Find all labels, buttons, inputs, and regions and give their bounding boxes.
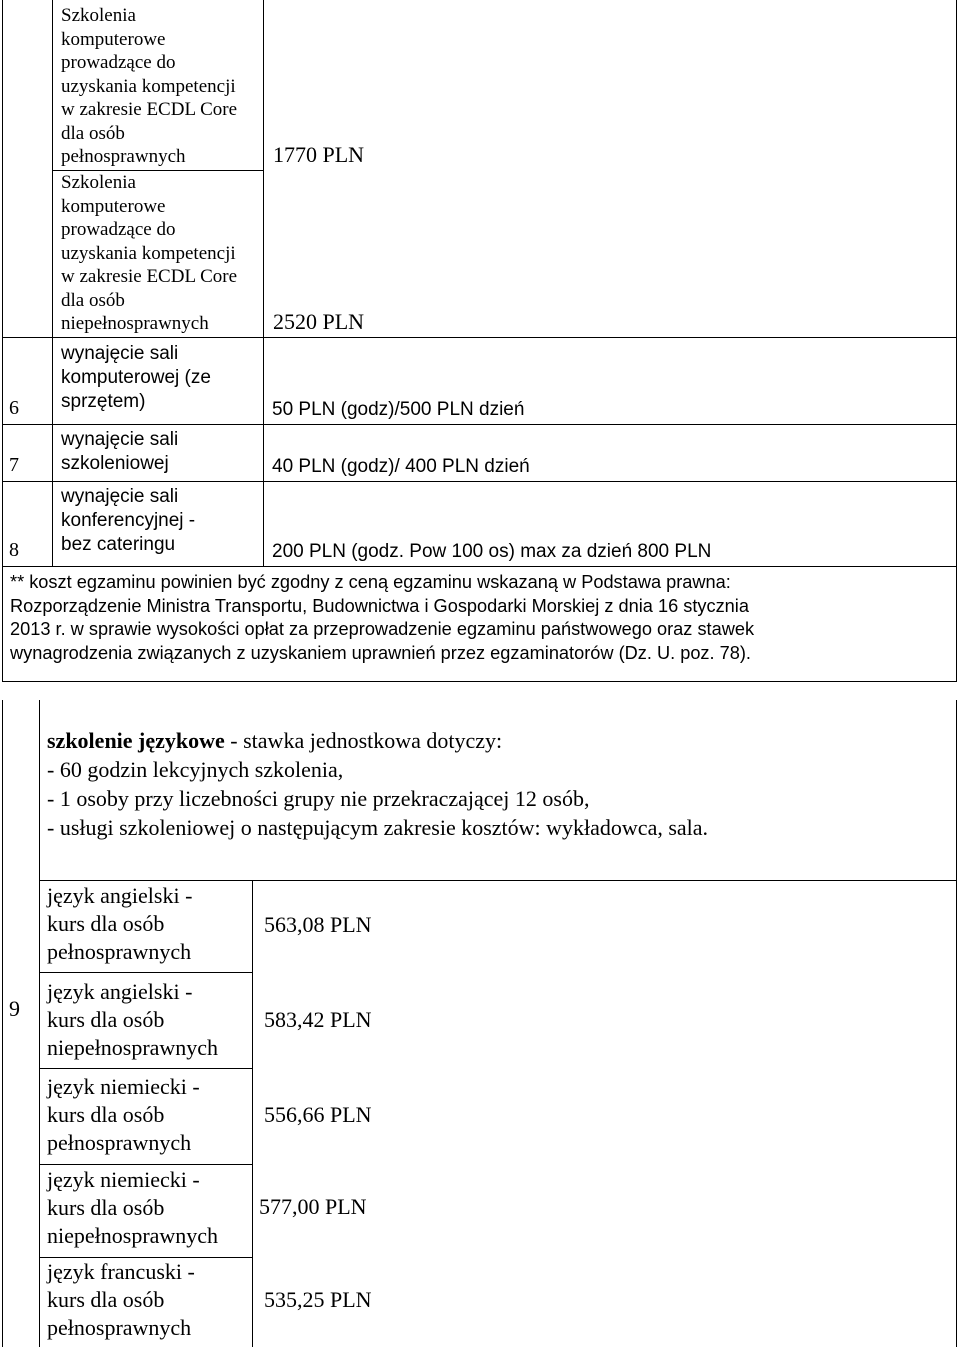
language-item-label: język francuski - kurs dla osób pełnosprawnych <box>47 1259 195 1340</box>
language-item-label: język angielski - kurs dla osób niepełnosprawnych <box>47 979 219 1060</box>
row-price-ecdl-full: 1770 PLN <box>273 142 365 167</box>
exam-cost-note: ** koszt egzaminu powinien być zgodny z ceną egzaminu wskazaną w Podstawa prawna: Rozporządzenie Ministra Transportu, Budownictwa i Gospodarki Morskiej z dnia 16 stycznia 2013 r. w sprawie wysokości opłat za przeprowadzenie egzaminu państwowego oraz stawek wynagrodzenia związanych z uzyskaniem uprawnień przez egzaminatorów (Dz. U. poz. 78). <box>10 572 755 663</box>
language-item-label: język niemiecki - kurs dla osób pełnosprawnych <box>47 1074 200 1155</box>
row-label-training-room: wynajęcie sali szkoleniowej <box>61 429 179 474</box>
language-item-price: 577,00 PLN <box>259 1194 367 1219</box>
language-item-price: 556,66 PLN <box>264 1102 372 1127</box>
row-label-conference-room: wynajęcie sali konferencyjnej - bez cateringu <box>61 486 196 555</box>
language-item-price: 583,42 PLN <box>264 1007 372 1032</box>
row-number-8: 8 <box>9 539 19 561</box>
row-label-computer-room: wynajęcie sali komputerowej (ze sprzętem) <box>61 343 211 412</box>
row-price-conference-room: 200 PLN (godz. Pow 100 os) max za dzień 800 PLN <box>272 541 712 562</box>
row-number-6: 6 <box>9 397 19 419</box>
language-heading-bold: szkolenie językowe <box>47 728 225 753</box>
language-bullet: - usługi szkoleniowej o następującym zakresie kosztów: wykładowca, sala. <box>47 815 709 840</box>
language-item-label: język niemiecki - kurs dla osób niepełnosprawnych <box>47 1167 219 1248</box>
row-price-computer-room: 50 PLN (godz)/500 PLN dzień <box>272 399 525 420</box>
row-number-9: 9 <box>9 996 20 1021</box>
language-bullet: - 1 osoby przy liczebności grupy nie przekraczającej 12 osób, <box>47 786 590 811</box>
language-item-label: język angielski - kurs dla osób pełnosprawnych <box>47 883 193 964</box>
language-bullet: - 60 godzin lekcyjnych szkolenia, <box>47 757 344 782</box>
row-number-7: 7 <box>9 454 19 476</box>
row-label-ecdl-full: Szkolenia komputerowe prowadzące do uzyskania kompetencji w zakresie ECDL Core dla osób pełnosprawnych <box>61 5 238 167</box>
language-heading <box>47 727 947 755</box>
row-price-training-room: 40 PLN (godz)/ 400 PLN dzień <box>272 456 530 477</box>
row-label-ecdl-disabled: Szkolenia komputerowe prowadzące do uzyskania kompetencji w zakresie ECDL Core dla osób niepełnosprawnych <box>61 172 238 334</box>
language-item-price: 563,08 PLN <box>264 912 372 937</box>
language-item-price: 535,25 PLN <box>264 1287 372 1312</box>
row-price-ecdl-disabled: 2520 PLN <box>273 309 365 334</box>
language-heading-rest: - stawka jednostkowa dotyczy: <box>224 728 503 753</box>
